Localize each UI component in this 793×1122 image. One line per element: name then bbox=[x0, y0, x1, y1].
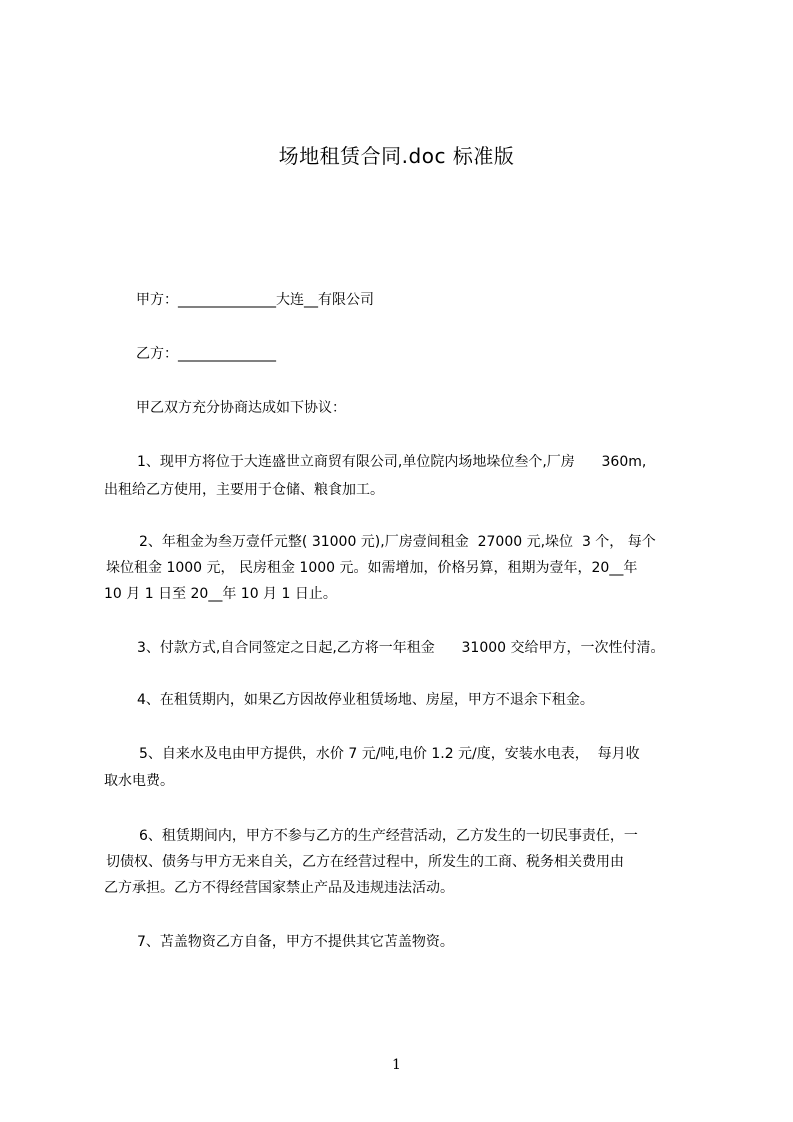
clause-7-line-1: 7、苫盖物资乙方自备，甲方不提供其它苫盖物资。 bbox=[137, 934, 454, 950]
agreement-intro: 甲乙双方充分协商达成如下协议： bbox=[136, 400, 346, 416]
clause-6-line-3: 乙方承担。乙方不得经营国家禁止产品及违规违法活动。 bbox=[104, 880, 454, 896]
clause-2-line-1: 2、年租金为叁万壹仟元整( 31000 元),厂房壹间租金 27000 元,垛位 3 个， 每个 bbox=[139, 534, 656, 550]
clause-6-line-2: 切债权、债务与甲方无来自关，乙方在经营过程中，所发生的工商、税务相关费用由 bbox=[106, 854, 624, 870]
party-b-line: 乙方：______________ bbox=[136, 346, 276, 362]
clause-3-line-1: 3、付款方式,自合同签定之日起,乙方将一年租金 31000 交给甲方，一次性付清。 bbox=[137, 640, 665, 656]
clause-2-line-2: 垛位租金 1000 元， 民房租金 1000 元。如需增加，价格另算，租期为壹年，20__年 bbox=[106, 560, 638, 576]
party-a-line: 甲方：______________大连__有限公司 bbox=[136, 292, 374, 308]
clause-1-line-1: 1、现甲方将位于大连盛世立商贸有限公司,单位院内场地垛位叁个,厂房 360m, bbox=[137, 454, 647, 470]
clause-6-line-1: 6、租赁期间内，甲方不参与乙方的生产经营活动，乙方发生的一切民事责任，一 bbox=[139, 828, 638, 844]
page-number: 1 bbox=[392, 1057, 401, 1073]
clause-2-line-3: 10 月 1 日至 20__年 10 月 1 日止。 bbox=[104, 586, 337, 602]
clause-4-line-1: 4、在租赁期内，如果乙方因故停业租赁场地、房屋，甲方不退余下租金。 bbox=[137, 692, 594, 708]
clause-5-line-2: 取水电费。 bbox=[104, 773, 174, 789]
document-title: 场地租赁合同.doc 标准版 bbox=[278, 144, 515, 168]
clause-1-line-2: 出租给乙方使用，主要用于仓储、粮食加工。 bbox=[104, 482, 384, 498]
clause-5-line-1: 5、自来水及电由甲方提供，水价 7 元/吨,电价 1.2 元/度，安装水电表， 每月收 bbox=[139, 746, 640, 762]
